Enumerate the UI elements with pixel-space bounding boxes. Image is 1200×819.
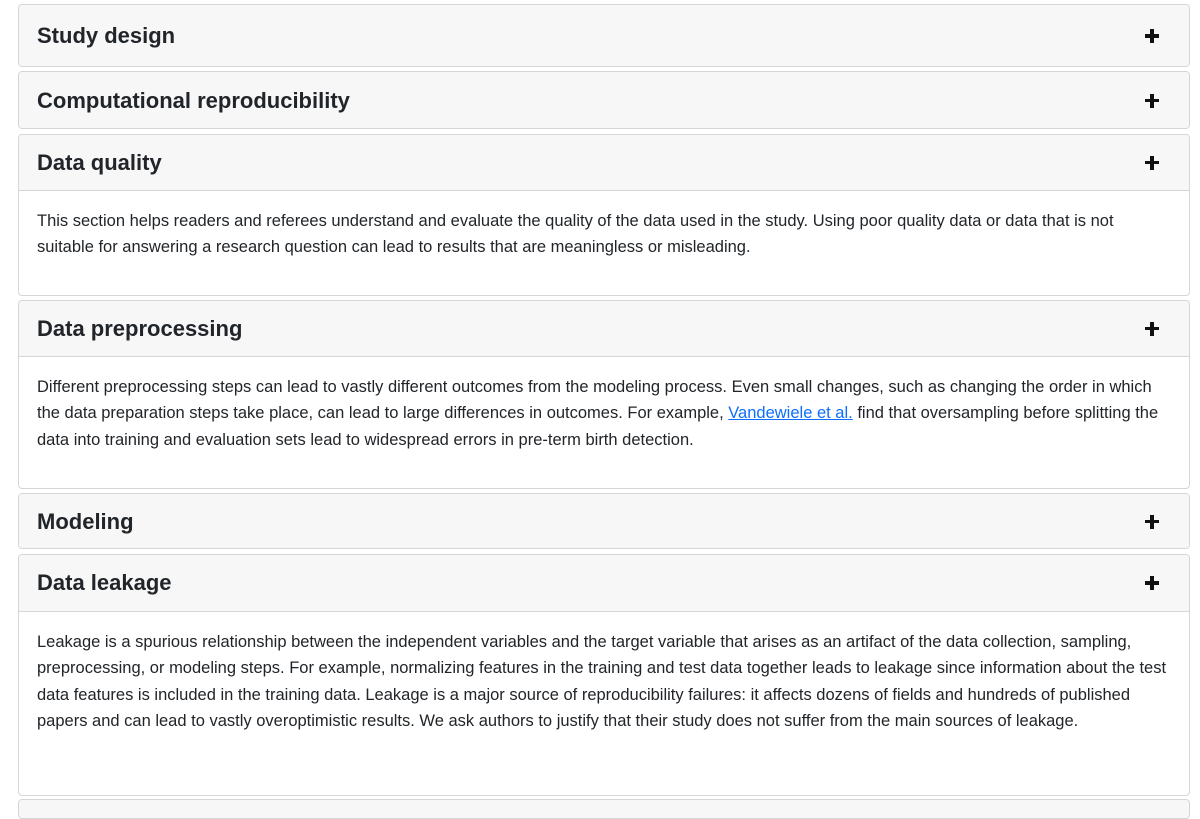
accordion-header-data-leakage[interactable]	[19, 555, 1189, 612]
accordion-header-data-preprocessing[interactable]	[19, 301, 1189, 357]
section-title: Computational reproducibility	[37, 87, 350, 113]
plus-icon[interactable]	[1145, 322, 1159, 336]
section-title: Study design	[37, 23, 176, 48]
section-body	[37, 374, 1173, 453]
accordion-item-data-leakage	[18, 554, 1190, 796]
accordion-header-study-design[interactable]	[19, 5, 1189, 67]
accordion-header-modeling[interactable]	[19, 494, 1189, 549]
section-title: Data quality	[37, 149, 162, 175]
accordion-item-data-quality	[18, 134, 1190, 296]
plus-icon[interactable]	[1145, 29, 1159, 43]
section-title: Modeling	[37, 508, 134, 534]
accordion-header-computational-reproducibility[interactable]	[19, 72, 1189, 129]
accordion-header-data-quality[interactable]	[19, 135, 1189, 191]
accordion-item-study-design	[18, 4, 1190, 67]
section-title: Data leakage	[37, 570, 172, 595]
accordion-item-next	[18, 799, 1190, 819]
plus-icon[interactable]	[1145, 515, 1159, 529]
accordion-item-modeling	[18, 493, 1190, 549]
body-text-start: Different preprocessing steps can lead to vastly different outcomes from the modeling process. Even small changes, such as changing the order in which the data preparation steps take place, can lead to large differences in outcomes. For example,	[37, 378, 1152, 423]
plus-icon[interactable]	[1145, 94, 1159, 108]
plus-icon[interactable]	[1145, 576, 1159, 590]
vandewiele-link[interactable]: Vandewiele et al.	[728, 404, 853, 423]
accordion-item-data-preprocessing	[18, 300, 1190, 489]
plus-icon[interactable]	[1145, 156, 1159, 170]
accordion-item-computational-reproducibility	[18, 71, 1190, 129]
body-text-end: find that oversampling before splitting the data into training and evaluation sets lead to widespread errors in pre-term birth detection.	[37, 404, 1159, 449]
section-title: Data preprocessing	[37, 315, 243, 341]
section-body: This section helps readers and referees understand and evaluate the quality of the data used in the study. Using poor quality data or data that is not suitable for answering a research question can lead to results that are meaningless or misleading.	[37, 212, 1114, 257]
section-body: Leakage is a spurious relationship between the independent variables and the target variable that arises as an artifact of the data collection, sampling, preprocessing, or modeling steps. For example, normalizing features in the training and test data together leads to leakage since information about the test data features is included in the training data. Leakage is a major source of reproducibility failures: it affects dozens of fields and hundreds of published papers and can lead to vastly overoptimistic results. We ask authors to justify that their study does not suffer from the main sources of leakage.	[37, 633, 1167, 730]
